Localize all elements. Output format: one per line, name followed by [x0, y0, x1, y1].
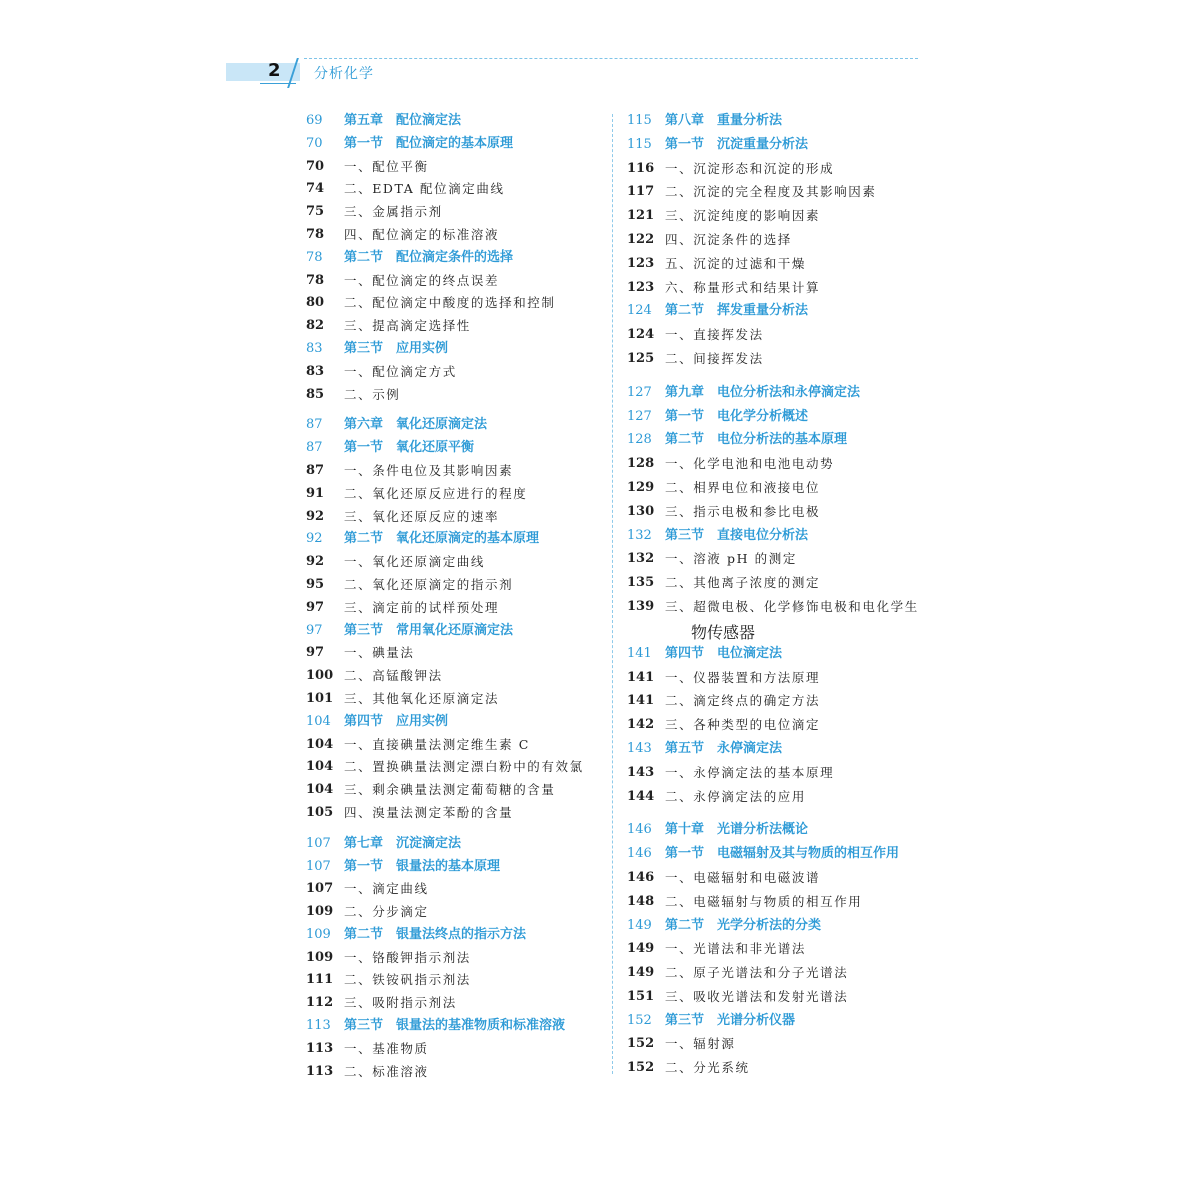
toc-item-entry [627, 714, 927, 738]
toc-section-entry [306, 247, 606, 270]
header-rule [304, 58, 918, 59]
toc-entry-title: 四、沉淀条件的选择 [665, 231, 792, 247]
toc-page-number: 107 [306, 881, 334, 897]
toc-page-number: 149 [627, 917, 652, 933]
toc-entry-title: 三、沉淀纯度的影响因素 [665, 208, 821, 224]
toc-item-entry [306, 901, 606, 924]
toc-entry-title: 二、间接挥发法 [665, 350, 764, 366]
toc-entry-title: 第二节 配位滴定条件的选择 [344, 249, 514, 265]
toc-section-entry [627, 643, 927, 667]
toc-entry-title: 一、溶液 pH 的测定 [665, 551, 797, 567]
toc-page-number: 104 [306, 759, 334, 775]
toc-section-entry [627, 134, 927, 158]
toc-item-entry [627, 572, 927, 596]
toc-entry-title: 一、滴定曲线 [344, 881, 429, 897]
toc-section-entry [306, 620, 606, 643]
toc-item-entry [306, 688, 606, 711]
toc-page-number: 83 [306, 363, 325, 379]
toc-page-number: 78 [306, 272, 325, 288]
toc-page-number: 127 [627, 408, 652, 424]
toc-page-number: 82 [306, 318, 325, 334]
toc-page-number: 78 [306, 226, 325, 242]
toc-entry-title: 二、电磁辐射与物质的相互作用 [665, 893, 863, 909]
toc-item-entry [306, 597, 606, 620]
toc-entry-title: 一、电磁辐射和电磁波谱 [665, 869, 821, 885]
toc-page-number: 105 [306, 804, 334, 820]
toc-section-entry [627, 1010, 927, 1034]
toc-page-number: 107 [306, 835, 331, 851]
toc-page-number: 104 [306, 736, 334, 752]
toc-entry-title: 三、超微电极、化学修饰电极和电化学生 [665, 598, 919, 614]
toc-entry-title: 一、配位滴定方式 [344, 363, 457, 379]
toc-entry-title: 第三节 常用氧化还原滴定法 [344, 622, 514, 638]
toc-item-entry [306, 315, 606, 338]
toc-page-number: 104 [306, 782, 334, 798]
toc-entry-title: 二、EDTA 配位滴定曲线 [344, 181, 505, 197]
toc-entry-title: 五、沉淀的过滤和干燥 [665, 255, 807, 271]
toc-page-number: 85 [306, 386, 325, 402]
toc-entry-title: 一、沉淀形态和沉淀的形成 [665, 160, 835, 176]
toc-item-entry [627, 867, 927, 891]
toc-item-entry [627, 253, 927, 277]
toc-section-entry [306, 711, 606, 734]
toc-section-entry [627, 843, 927, 867]
toc-entry-title: 二、相界电位和液接电位 [665, 479, 821, 495]
toc-page-number: 92 [306, 554, 325, 570]
toc-item-entry [306, 292, 606, 315]
toc-item-entry [627, 962, 927, 986]
toc-page-number: 129 [627, 479, 655, 495]
toc-section-entry [627, 915, 927, 939]
toc-entry-title: 四、配位滴定的标准溶液 [344, 226, 500, 242]
toc-entry-title: 第一节 配位滴定的基本原理 [344, 135, 514, 151]
toc-item-entry [627, 1057, 927, 1081]
toc-item-entry [306, 665, 606, 688]
toc-entry-title: 三、金属指示剂 [344, 204, 443, 220]
toc-item-entry [627, 786, 927, 810]
toc-entry-title: 第二节 银量法终点的指示方法 [344, 926, 527, 942]
toc-item-entry [306, 1038, 606, 1061]
toc-page-number: 132 [627, 527, 652, 543]
toc-page-number: 128 [627, 456, 655, 472]
toc-item-entry [306, 156, 606, 179]
toc-entry-title: 六、称量形式和结果计算 [665, 279, 821, 295]
toc-item-entry [306, 947, 606, 970]
toc-page-number: 130 [627, 503, 655, 519]
toc-entry-title: 一、直接碘量法测定维生素 C [344, 736, 530, 752]
toc-page-number: 92 [306, 508, 325, 524]
toc-entry-title: 第五章 配位滴定法 [344, 113, 462, 128]
toc-page-number: 109 [306, 949, 334, 965]
toc-page-number: 143 [627, 740, 652, 756]
toc-page-number: 143 [627, 764, 655, 780]
toc-entry-title: 一、仪器装置和方法原理 [665, 669, 821, 685]
toc-page-number: 113 [306, 1063, 334, 1079]
toc-page-number: 74 [306, 181, 325, 197]
toc-page-number: 132 [627, 551, 655, 567]
toc-entry-title: 第八章 重量分析法 [665, 113, 783, 128]
toc-entry-title: 一、配位滴定的终点误差 [344, 272, 500, 288]
toc-right-column [627, 110, 927, 1081]
toc-entry-title: 二、高锰酸钾法 [344, 668, 443, 684]
toc-entry-title: 一、永停滴定法的基本原理 [665, 764, 835, 780]
toc-entry-title: 一、基准物质 [344, 1040, 429, 1056]
toc-chapter-entry [627, 819, 927, 843]
toc-section-entry [306, 856, 606, 879]
toc-entry-title: 第三节 光谱分析仪器 [665, 1012, 796, 1028]
toc-item-entry [306, 969, 606, 992]
toc-chapter-entry [306, 414, 606, 437]
toc-entry-title: 三、氧化还原反应的速率 [344, 508, 500, 524]
toc-page-number: 116 [627, 160, 655, 176]
toc-item-entry [306, 460, 606, 483]
toc-entry-title: 第十章 光谱分析法概论 [665, 822, 809, 838]
toc-entry-title: 二、永停滴定法的应用 [665, 788, 807, 804]
toc-item-entry [627, 1033, 927, 1057]
toc-page-number: 69 [306, 113, 323, 128]
toc-item-entry [627, 477, 927, 501]
toc-item-entry [306, 642, 606, 665]
toc-entry-title: 一、配位平衡 [344, 158, 429, 174]
toc-item-entry [306, 483, 606, 506]
toc-page-number: 97 [306, 622, 323, 638]
toc-item-entry [627, 762, 927, 786]
toc-entry-title: 一、氧化还原滴定曲线 [344, 554, 486, 570]
toc-entry-title: 二、沉淀的完全程度及其影响因素 [665, 184, 877, 200]
toc-entry-title: 二、原子光谱法和分子光谱法 [665, 965, 849, 981]
toc-page-number: 87 [306, 462, 325, 478]
toc-entry-title: 二、标准溶液 [344, 1063, 429, 1079]
toc-entry-title: 第二节 氧化还原滴定的基本原理 [344, 531, 540, 547]
toc-item-entry [627, 938, 927, 962]
toc-page-number: 124 [627, 327, 655, 343]
toc-section-entry [627, 738, 927, 762]
toc-page-number: 123 [627, 279, 655, 295]
toc-section-entry [627, 300, 927, 324]
toc-entry-title: 第一节 电磁辐射及其与物质的相互作用 [665, 846, 900, 862]
toc-page-number: 113 [306, 1018, 331, 1034]
toc-entry-title: 一、直接挥发法 [665, 327, 764, 343]
toc-section-entry [306, 924, 606, 947]
toc-entry-title: 第一节 银量法的基本原理 [344, 858, 501, 874]
toc-entry-title: 第九章 电位分析法和永停滴定法 [665, 384, 861, 400]
toc-page-number: 100 [306, 668, 334, 684]
toc-page-number: 151 [627, 988, 655, 1004]
toc-entry-title: 四、溴量法测定苯酚的含量 [344, 804, 514, 820]
toc-section-entry [627, 525, 927, 549]
toc-entry-title: 三、各种类型的电位滴定 [665, 717, 821, 733]
toc-page-number: 113 [306, 1040, 334, 1056]
toc-entry-title: 二、分步滴定 [344, 904, 429, 920]
toc-item-entry [627, 324, 927, 348]
toc-chapter-entry [627, 110, 927, 134]
toc-item-entry [306, 574, 606, 597]
toc-page-number: 122 [627, 231, 655, 247]
toc-page-number: 109 [306, 926, 331, 942]
toc-entry-title: 第二节 电位分析法的基本原理 [665, 432, 848, 448]
toc-page-number: 92 [306, 531, 323, 547]
page-number-box [226, 63, 300, 81]
toc-page-number: 142 [627, 717, 655, 733]
toc-page-number: 149 [627, 965, 655, 981]
toc-item-entry [306, 1061, 606, 1084]
toc-page-number: 135 [627, 575, 655, 591]
toc-entry-title: 一、辐射源 [665, 1036, 736, 1052]
toc-item-entry [627, 986, 927, 1010]
toc-entry-title: 第三节 直接电位分析法 [665, 527, 809, 543]
toc-page-number: 124 [627, 303, 652, 319]
toc-entry-title: 第七章 沉淀滴定法 [344, 835, 462, 851]
toc-entry-title: 三、滴定前的试样预处理 [344, 599, 500, 615]
book-title: 分析化学 [314, 66, 374, 82]
toc-page-number: 115 [627, 113, 652, 128]
toc-page-number: 104 [306, 713, 331, 729]
toc-entry-title: 三、吸收光谱法和发射光谱法 [665, 988, 849, 1004]
toc-entry-title: 二、置换碘量法测定漂白粉中的有效氯 [344, 759, 584, 775]
column-divider [612, 114, 613, 1074]
toc-page-number: 141 [627, 645, 652, 661]
toc-page-number: 70 [306, 158, 325, 174]
toc-item-entry [627, 453, 927, 477]
toc-item-entry [306, 506, 606, 529]
toc-entry-continuation [627, 620, 927, 643]
toc-section-entry [306, 133, 606, 156]
toc-entry-title: 第二节 挥发重量分析法 [665, 303, 809, 319]
toc-entry-title: 二、分光系统 [665, 1060, 750, 1076]
toc-page-number: 70 [306, 135, 323, 151]
toc-item-entry [306, 779, 606, 802]
toc-item-entry [627, 205, 927, 229]
toc-entry-title: 第一节 氧化还原平衡 [344, 440, 475, 456]
toc-page-number: 127 [627, 384, 652, 400]
toc-item-entry [627, 501, 927, 525]
toc-page-number: 115 [627, 136, 652, 152]
toc-item-entry [627, 891, 927, 915]
toc-page-number: 152 [627, 1012, 652, 1028]
toc-entry-title: 一、化学电池和电池电动势 [665, 456, 835, 472]
toc-section-entry [627, 429, 927, 453]
toc-page-number: 149 [627, 941, 655, 957]
toc-page-number: 128 [627, 432, 652, 448]
page-number-underline [260, 83, 296, 84]
toc-item-entry [306, 756, 606, 779]
toc-entry-title: 一、碘量法 [344, 645, 415, 661]
toc-item-entry [306, 361, 606, 384]
toc-page-number: 141 [627, 693, 655, 709]
toc-item-entry [627, 181, 927, 205]
toc-page-number: 111 [306, 972, 334, 988]
toc-item-entry [627, 348, 927, 372]
toc-page-number: 80 [306, 295, 325, 311]
toc-item-entry [306, 802, 606, 825]
toc-page-number: 107 [306, 858, 331, 874]
toc-entry-title: 二、配位滴定中酸度的选择和控制 [344, 295, 556, 311]
toc-item-entry [306, 224, 606, 247]
toc-page-number: 148 [627, 893, 655, 909]
toc-entry-title: 二、氧化还原滴定的指示剂 [344, 576, 514, 592]
toc-entry-title: 第五节 永停滴定法 [665, 740, 783, 756]
toc-page-number: 97 [306, 645, 325, 661]
toc-entry-title: 第三节 银量法的基准物质和标准溶液 [344, 1018, 566, 1034]
toc-entry-title: 二、滴定终点的确定方法 [665, 693, 821, 709]
toc-entry-title: 第四节 应用实例 [344, 713, 449, 729]
toc-entry-title: 三、指示电极和参比电极 [665, 503, 821, 519]
toc-entry-title: 二、氧化还原反应进行的程度 [344, 485, 528, 501]
toc-entry-title: 第六章 氧化还原滴定法 [344, 417, 488, 433]
toc-entry-title: 第一节 沉淀重量分析法 [665, 136, 809, 152]
toc-entry-title: 三、其他氧化还原滴定法 [344, 690, 500, 706]
toc-item-entry [306, 178, 606, 201]
toc-entry-title: 第二节 光学分析法的分类 [665, 917, 822, 933]
toc-entry-title: 三、提高滴定选择性 [344, 318, 471, 334]
toc-chapter-entry [627, 382, 927, 406]
toc-entry-title: 二、其他离子浓度的测定 [665, 575, 821, 591]
toc-page-number: 152 [627, 1036, 655, 1052]
toc-item-entry [627, 667, 927, 691]
toc-page-number: 121 [627, 208, 655, 224]
toc-item-entry [627, 229, 927, 253]
toc-page-number: 123 [627, 255, 655, 271]
toc-entry-title: 物传感器 [691, 622, 756, 642]
toc-item-entry [306, 270, 606, 293]
toc-page-number: 146 [627, 869, 655, 885]
toc-page-number: 87 [306, 440, 323, 456]
toc-item-entry [627, 548, 927, 572]
toc-page-number: 139 [627, 598, 655, 614]
toc-page-number: 146 [627, 822, 652, 838]
toc-left-column [306, 110, 606, 1083]
toc-item-entry [306, 992, 606, 1015]
toc-page-number: 125 [627, 350, 655, 366]
toc-entry-title: 三、剩余碘量法测定葡萄糖的含量 [344, 782, 556, 798]
toc-page-number: 91 [306, 485, 325, 501]
toc-page-number: 87 [306, 417, 323, 433]
toc-page-number: 141 [627, 669, 655, 685]
toc-page-number: 101 [306, 690, 334, 706]
toc-entry-title: 一、光谱法和非光谱法 [665, 941, 807, 957]
toc-entry-title: 第三节 应用实例 [344, 340, 449, 356]
toc-page-number: 144 [627, 788, 655, 804]
toc-item-entry [306, 384, 606, 407]
toc-item-entry [627, 690, 927, 714]
page-number: 2 [268, 60, 281, 81]
toc-entry-title: 一、铬酸钾指示剂法 [344, 949, 471, 965]
toc-item-entry [627, 596, 927, 620]
toc-section-entry [306, 1015, 606, 1038]
toc-entry-title: 三、吸附指示剂法 [344, 995, 457, 1011]
toc-chapter-entry [306, 110, 606, 133]
toc-item-entry [306, 201, 606, 224]
toc-page-number: 78 [306, 249, 323, 265]
toc-section-entry [306, 437, 606, 460]
toc-item-entry [627, 158, 927, 182]
toc-page-number: 95 [306, 576, 325, 592]
toc-item-entry [627, 277, 927, 301]
toc-page-number: 83 [306, 340, 323, 356]
toc-section-entry [306, 528, 606, 551]
toc-entry-title: 一、条件电位及其影响因素 [344, 462, 514, 478]
toc-page-number: 152 [627, 1060, 655, 1076]
toc-chapter-entry [306, 833, 606, 856]
toc-item-entry [306, 734, 606, 757]
toc-page-number: 146 [627, 846, 652, 862]
toc-page-number: 112 [306, 995, 334, 1011]
toc-section-entry [306, 338, 606, 361]
page-header [226, 56, 918, 88]
toc-entry-title: 二、铁铵矾指示剂法 [344, 972, 471, 988]
toc-entry-title: 第一节 电化学分析概述 [665, 408, 809, 424]
toc-page-number: 109 [306, 904, 334, 920]
toc-entry-title: 第四节 电位滴定法 [665, 645, 783, 661]
toc-page-number: 117 [627, 184, 655, 200]
toc-entry-title: 二、示例 [344, 386, 401, 402]
toc-section-entry [627, 406, 927, 430]
toc-page-number: 97 [306, 599, 325, 615]
toc-item-entry [306, 551, 606, 574]
toc-item-entry [306, 878, 606, 901]
toc-page-number: 75 [306, 204, 325, 220]
